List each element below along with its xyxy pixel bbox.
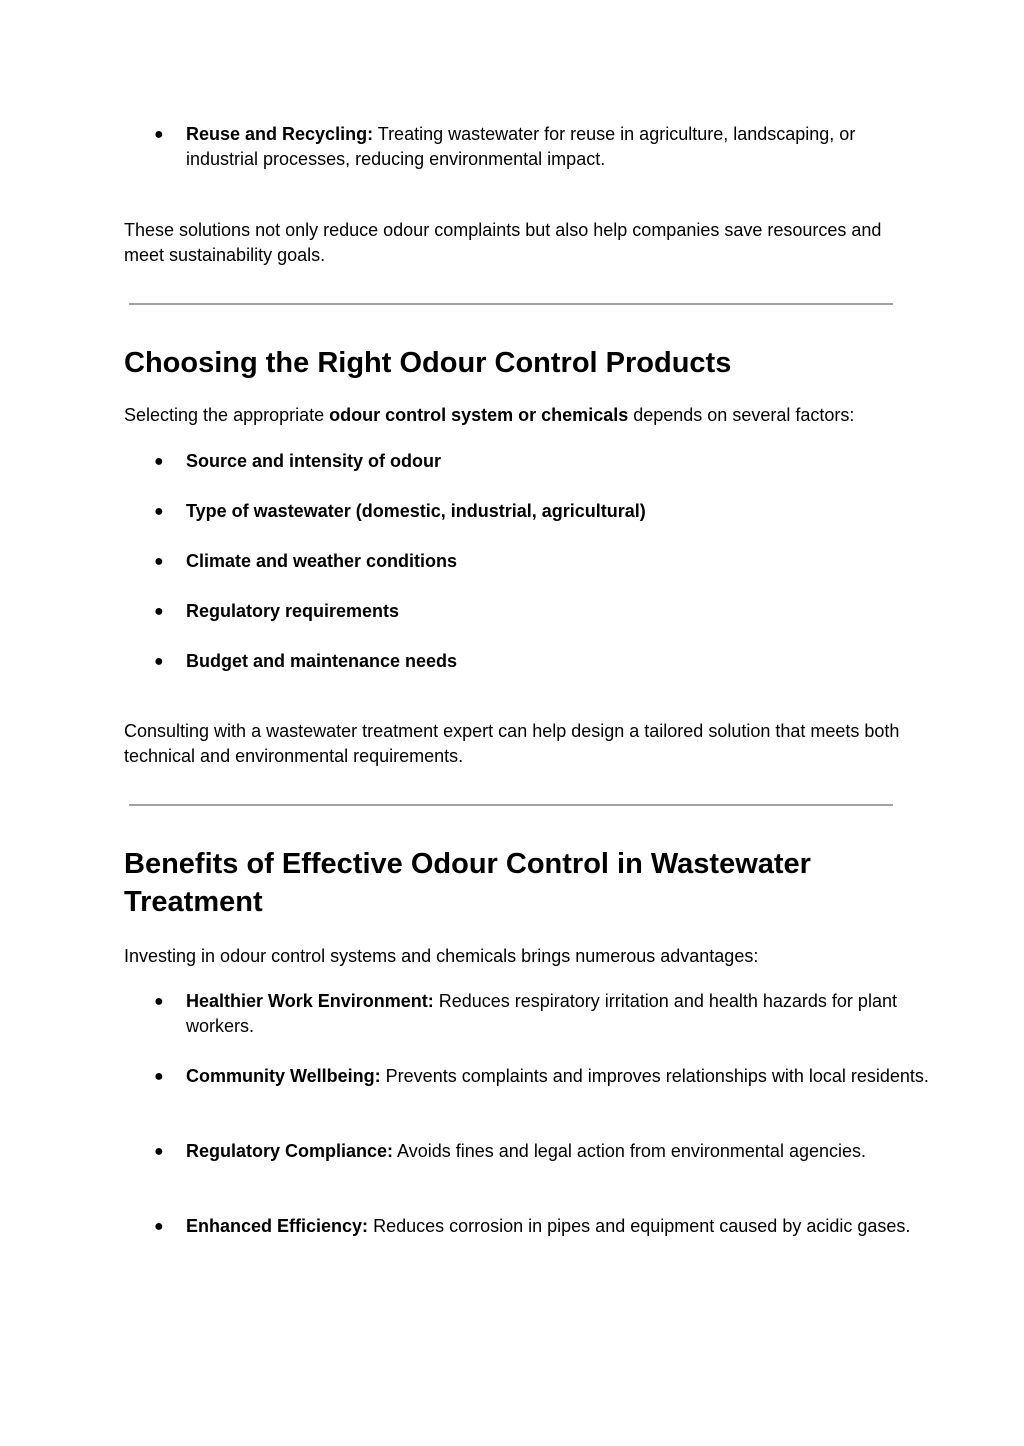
list-item [124,989,962,1039]
factor-label: Source and intensity of odour [186,451,442,471]
list-item [124,122,900,172]
bullet-icon: ● [154,553,164,570]
list-item-text: Treating wastewater for reuse in agriculture, landscaping, or industrial processes, reducing environmental impact. [186,124,856,169]
list-item [124,499,962,524]
section-heading-benefits: Benefits of Effective Odour Control in Wastewater Treatment [124,848,811,918]
factor-label: Climate and weather conditions [186,551,458,571]
factor-label: Regulatory requirements [186,601,400,621]
intro-text-end: depends on several factors: [628,405,855,425]
bullet-icon: ● [154,603,164,620]
factor-label: Type of wastewater (domestic, industrial, agricultural) [186,501,646,521]
benefit-title: Regulatory Compliance: [186,1141,394,1161]
list-item [124,1139,962,1164]
bullet-icon: ● [154,1068,164,1085]
bullet-icon: ● [154,126,164,143]
list-item-title: Reuse and Recycling: [186,124,374,144]
benefit-title: Healthier Work Environment: [186,991,434,1011]
list-item [124,599,962,624]
list-item [124,1214,962,1239]
bullet-icon: ● [154,453,164,470]
consulting-paragraph: Consulting with a wastewater treatment expert can help design a tailored solution that meets both technical and environmental requirements. [124,721,900,766]
factor-label: Budget and maintenance needs [186,651,458,671]
intro-bold-text: odour control system or chemicals [329,405,629,425]
list-item [124,649,962,674]
summary-paragraph: These solutions not only reduce odour complaints but also help companies save resources and meet sustainability goals. [124,220,882,265]
bullet-icon: ● [154,1218,164,1235]
bullet-icon: ● [154,1143,164,1160]
section-divider [129,303,893,305]
section-intro-benefits: Investing in odour control systems and chemicals brings numerous advantages: [124,946,759,966]
benefit-text: Prevents complaints and improves relationships with local residents. [380,1066,929,1086]
benefit-text: Avoids fines and legal action from environmental agencies. [393,1141,866,1161]
bullet-icon: ● [154,993,164,1010]
benefit-text: Reduces respiratory irritation and health hazards for plant workers. [186,991,897,1036]
benefit-title: Enhanced Efficiency: [186,1216,369,1236]
section-intro-choosing [124,403,904,428]
list-item [124,449,962,474]
bullet-icon: ● [154,503,164,520]
intro-text: Selecting the appropriate [124,405,330,425]
section-divider [129,804,893,806]
list-item [124,1064,962,1089]
benefit-title: Community Wellbeing: [186,1066,381,1086]
benefit-text: Reduces corrosion in pipes and equipment caused by acidic gases. [368,1216,911,1236]
reuse-list [124,122,900,172]
section-heading-choosing: Choosing the Right Odour Control Products [124,347,732,379]
list-item [124,549,962,574]
bullet-icon: ● [154,653,164,670]
